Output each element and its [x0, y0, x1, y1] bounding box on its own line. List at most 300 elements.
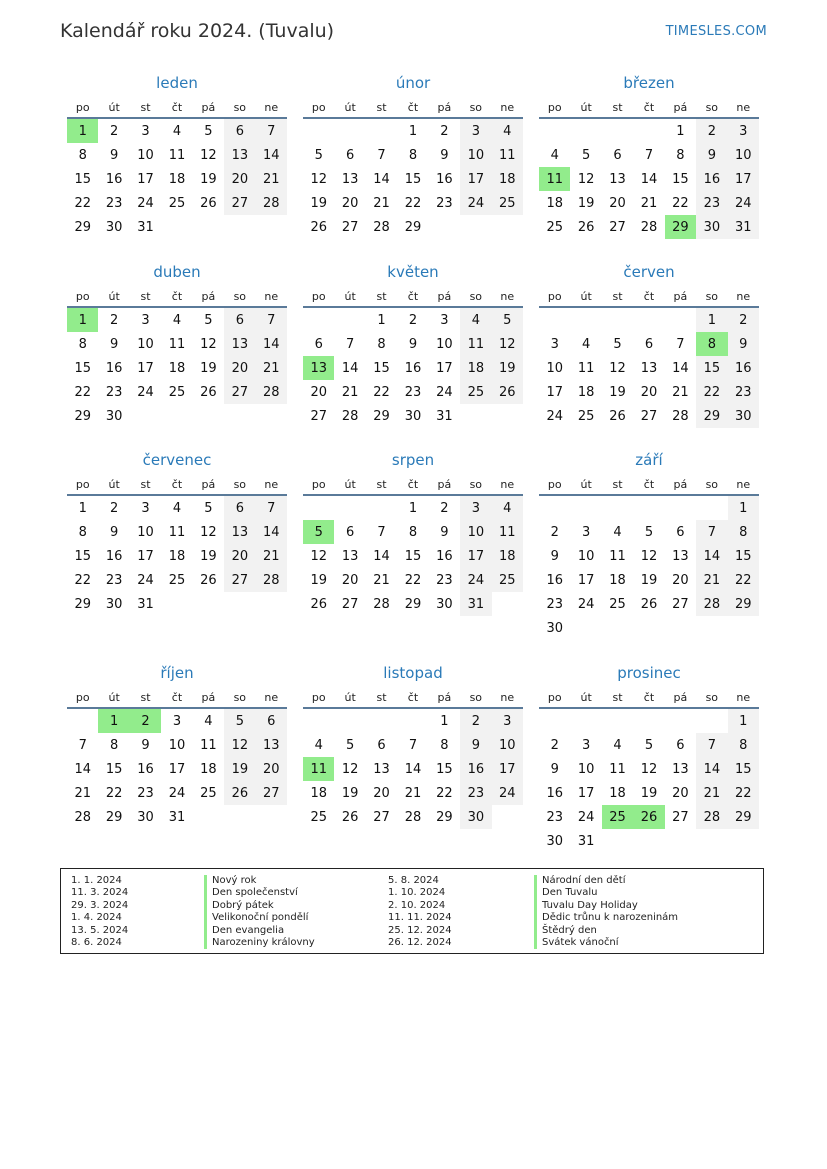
- day-cell[interactable]: 30: [105, 219, 123, 235]
- day-cell[interactable]: 4: [492, 119, 523, 143]
- day-cell[interactable]: 20: [224, 544, 255, 568]
- day-cell[interactable]: 16: [436, 171, 453, 187]
- day-cell[interactable]: 16: [404, 360, 422, 376]
- day-cell[interactable]: 28: [640, 219, 658, 235]
- day-cell[interactable]: 28: [373, 596, 390, 612]
- day-cell[interactable]: 26: [492, 380, 523, 404]
- day-cell[interactable]: 3: [550, 336, 559, 352]
- day-cell[interactable]: 1: [440, 713, 449, 729]
- day-cell[interactable]: 13: [341, 171, 359, 187]
- day-cell[interactable]: 29: [74, 408, 91, 424]
- day-cell[interactable]: 31: [577, 833, 595, 849]
- day-cell[interactable]: 31: [436, 408, 453, 424]
- day-cell[interactable]: 9: [408, 336, 418, 352]
- day-cell[interactable]: 28: [373, 219, 390, 235]
- day-cell[interactable]: 18: [577, 384, 595, 400]
- day-cell[interactable]: 23: [546, 596, 563, 612]
- day-cell[interactable]: 6: [224, 119, 255, 143]
- day-cell[interactable]: 30: [137, 809, 154, 825]
- day-cell[interactable]: 26: [310, 596, 327, 612]
- day-cell[interactable]: 3: [460, 496, 491, 520]
- day-cell[interactable]: 8: [78, 336, 87, 352]
- day-cell[interactable]: 18: [168, 171, 186, 187]
- day-cell[interactable]: 12: [200, 336, 217, 352]
- day-cell[interactable]: 4: [172, 312, 182, 328]
- day-cell[interactable]: 23: [436, 572, 453, 588]
- day-cell[interactable]: 30: [696, 215, 727, 239]
- day-cell[interactable]: 16: [728, 356, 759, 380]
- day-cell[interactable]: 8: [440, 737, 449, 753]
- day-cell[interactable]: 3: [492, 709, 523, 733]
- day-cell[interactable]: 15: [404, 548, 422, 564]
- day-cell[interactable]: 15: [696, 356, 727, 380]
- day-cell[interactable]: 4: [613, 737, 622, 753]
- day-cell[interactable]: 26: [341, 809, 359, 825]
- day-cell[interactable]: 15: [404, 171, 422, 187]
- day-cell[interactable]: 21: [640, 195, 658, 211]
- day-cell[interactable]: 29: [728, 592, 759, 616]
- day-cell[interactable]: 15: [672, 171, 689, 187]
- day-cell[interactable]: 30: [546, 833, 563, 849]
- day-cell[interactable]: 14: [256, 520, 287, 544]
- day-cell[interactable]: 7: [256, 496, 287, 520]
- day-cell[interactable]: 19: [492, 356, 523, 380]
- day-cell[interactable]: 6: [345, 524, 355, 540]
- day-cell[interactable]: 20: [341, 195, 359, 211]
- day-cell[interactable]: 13: [224, 143, 255, 167]
- day-cell[interactable]: 14: [373, 171, 390, 187]
- day-cell[interactable]: 21: [373, 195, 390, 211]
- day-cell[interactable]: 19: [341, 785, 359, 801]
- day-cell[interactable]: 13: [303, 356, 334, 380]
- day-cell[interactable]: 5: [492, 308, 523, 332]
- day-cell[interactable]: 6: [256, 709, 287, 733]
- day-cell[interactable]: 2: [460, 709, 491, 733]
- day-cell[interactable]: 23: [137, 785, 154, 801]
- day-cell[interactable]: 10: [577, 548, 595, 564]
- day-cell[interactable]: 13: [224, 332, 255, 356]
- day-cell[interactable]: 23: [546, 809, 563, 825]
- day-cell[interactable]: 5: [204, 312, 213, 328]
- day-cell[interactable]: 14: [696, 544, 727, 568]
- day-cell[interactable]: 1: [728, 709, 759, 733]
- day-cell[interactable]: 5: [613, 336, 622, 352]
- day-cell[interactable]: 6: [345, 147, 355, 163]
- day-cell[interactable]: 29: [404, 596, 422, 612]
- day-cell[interactable]: 22: [74, 195, 91, 211]
- day-cell[interactable]: 7: [408, 737, 418, 753]
- day-cell[interactable]: 21: [256, 167, 287, 191]
- day-cell[interactable]: 6: [377, 737, 386, 753]
- day-cell[interactable]: 5: [204, 123, 213, 139]
- day-cell[interactable]: 17: [460, 544, 491, 568]
- day-cell[interactable]: 21: [672, 384, 689, 400]
- day-cell[interactable]: 17: [728, 167, 759, 191]
- day-cell[interactable]: 16: [696, 167, 727, 191]
- day-cell[interactable]: 12: [200, 524, 217, 540]
- day-cell[interactable]: 12: [640, 761, 658, 777]
- day-cell[interactable]: 19: [640, 785, 658, 801]
- day-cell[interactable]: 3: [460, 119, 491, 143]
- day-cell[interactable]: 13: [672, 548, 689, 564]
- day-cell[interactable]: 2: [550, 737, 559, 753]
- day-cell[interactable]: 25: [546, 219, 563, 235]
- day-cell[interactable]: 1: [676, 123, 685, 139]
- day-cell[interactable]: 31: [168, 809, 186, 825]
- day-cell[interactable]: 28: [696, 805, 727, 829]
- day-cell[interactable]: 24: [137, 195, 154, 211]
- day-cell[interactable]: 21: [373, 572, 390, 588]
- day-cell[interactable]: 9: [109, 524, 119, 540]
- day-cell[interactable]: 22: [373, 384, 390, 400]
- day-cell[interactable]: 9: [109, 336, 119, 352]
- day-cell[interactable]: 10: [492, 733, 523, 757]
- day-cell[interactable]: 7: [256, 119, 287, 143]
- day-cell[interactable]: 18: [492, 167, 523, 191]
- day-cell[interactable]: 27: [310, 408, 327, 424]
- day-cell[interactable]: 10: [728, 143, 759, 167]
- day-cell[interactable]: 15: [373, 360, 390, 376]
- day-cell[interactable]: 25: [492, 191, 523, 215]
- day-cell[interactable]: 3: [581, 524, 591, 540]
- day-cell[interactable]: 6: [676, 524, 685, 540]
- day-cell[interactable]: 11: [492, 520, 523, 544]
- day-cell[interactable]: 2: [440, 123, 449, 139]
- day-cell[interactable]: 23: [105, 384, 123, 400]
- day-cell[interactable]: 18: [609, 572, 626, 588]
- day-cell[interactable]: 12: [224, 733, 255, 757]
- day-cell[interactable]: 10: [546, 360, 563, 376]
- day-cell[interactable]: 4: [172, 123, 182, 139]
- day-cell[interactable]: 29: [728, 805, 759, 829]
- day-cell[interactable]: 11: [609, 548, 626, 564]
- day-cell[interactable]: 5: [644, 737, 654, 753]
- day-cell[interactable]: 7: [676, 336, 685, 352]
- day-cell[interactable]: 30: [546, 620, 563, 636]
- day-cell[interactable]: 3: [141, 312, 150, 328]
- day-cell[interactable]: 5: [204, 500, 213, 516]
- day-cell[interactable]: 15: [728, 757, 759, 781]
- day-cell[interactable]: 14: [74, 761, 91, 777]
- day-cell[interactable]: 6: [224, 496, 255, 520]
- day-cell[interactable]: 6: [644, 336, 654, 352]
- day-cell[interactable]: 24: [436, 384, 453, 400]
- day-cell[interactable]: 7: [78, 737, 87, 753]
- day-cell[interactable]: 9: [550, 761, 559, 777]
- day-cell[interactable]: 22: [105, 785, 123, 801]
- day-cell[interactable]: 19: [577, 195, 595, 211]
- day-cell[interactable]: 18: [492, 544, 523, 568]
- day-cell[interactable]: 29: [74, 596, 91, 612]
- day-cell[interactable]: 16: [137, 761, 154, 777]
- day-cell[interactable]: 8: [109, 737, 119, 753]
- day-cell[interactable]: 30: [460, 805, 491, 829]
- day-cell[interactable]: 10: [168, 737, 186, 753]
- day-cell[interactable]: 21: [696, 568, 727, 592]
- day-cell[interactable]: 29: [105, 809, 123, 825]
- day-cell[interactable]: 30: [105, 408, 123, 424]
- day-cell[interactable]: 25: [577, 408, 595, 424]
- day-cell[interactable]: 13: [672, 761, 689, 777]
- day-cell[interactable]: 20: [224, 167, 255, 191]
- day-cell[interactable]: 9: [550, 548, 559, 564]
- day-cell[interactable]: 9: [696, 143, 727, 167]
- day-cell[interactable]: 9: [728, 332, 759, 356]
- day-cell[interactable]: 29: [436, 809, 453, 825]
- day-cell[interactable]: 1: [408, 500, 418, 516]
- day-cell[interactable]: 27: [672, 809, 689, 825]
- day-cell[interactable]: 22: [74, 384, 91, 400]
- day-cell[interactable]: 5: [581, 147, 591, 163]
- day-cell[interactable]: 7: [696, 733, 727, 757]
- day-cell[interactable]: 17: [546, 384, 563, 400]
- day-cell[interactable]: 22: [728, 781, 759, 805]
- day-cell[interactable]: 12: [310, 548, 327, 564]
- day-cell[interactable]: 13: [373, 761, 390, 777]
- day-cell[interactable]: 5: [345, 737, 355, 753]
- day-cell[interactable]: 18: [460, 356, 491, 380]
- day-cell[interactable]: 24: [492, 781, 523, 805]
- day-cell[interactable]: 3: [581, 737, 591, 753]
- day-cell[interactable]: 12: [341, 761, 359, 777]
- day-cell[interactable]: 26: [633, 805, 664, 829]
- day-cell[interactable]: 8: [78, 524, 87, 540]
- day-cell[interactable]: 10: [436, 336, 453, 352]
- day-cell[interactable]: 1: [728, 496, 759, 520]
- day-cell[interactable]: 24: [460, 191, 491, 215]
- day-cell[interactable]: 28: [256, 191, 287, 215]
- day-cell[interactable]: 15: [74, 548, 91, 564]
- day-cell[interactable]: 21: [341, 384, 359, 400]
- day-cell[interactable]: 23: [105, 195, 123, 211]
- day-cell[interactable]: 25: [492, 568, 523, 592]
- day-cell[interactable]: 1: [78, 500, 87, 516]
- day-cell[interactable]: 24: [728, 191, 759, 215]
- day-cell[interactable]: 25: [168, 572, 186, 588]
- day-cell[interactable]: 11: [539, 167, 570, 191]
- day-cell[interactable]: 7: [345, 336, 355, 352]
- day-cell[interactable]: 11: [492, 143, 523, 167]
- day-cell[interactable]: 27: [672, 596, 689, 612]
- day-cell[interactable]: 13: [609, 171, 626, 187]
- day-cell[interactable]: 26: [577, 219, 595, 235]
- day-cell[interactable]: 11: [609, 761, 626, 777]
- day-cell[interactable]: 16: [436, 548, 453, 564]
- day-cell[interactable]: 18: [546, 195, 563, 211]
- day-cell[interactable]: 28: [696, 592, 727, 616]
- day-cell[interactable]: 24: [137, 572, 154, 588]
- day-cell[interactable]: 26: [224, 781, 255, 805]
- day-cell[interactable]: 5: [303, 520, 334, 544]
- day-cell[interactable]: 19: [200, 171, 217, 187]
- day-cell[interactable]: 10: [137, 336, 154, 352]
- day-cell[interactable]: 24: [460, 568, 491, 592]
- day-cell[interactable]: 2: [550, 524, 559, 540]
- day-cell[interactable]: 25: [310, 809, 327, 825]
- day-cell[interactable]: 7: [377, 524, 386, 540]
- day-cell[interactable]: 29: [404, 219, 422, 235]
- day-cell[interactable]: 5: [314, 147, 323, 163]
- day-cell[interactable]: 1: [377, 312, 386, 328]
- day-cell[interactable]: 5: [644, 524, 654, 540]
- day-cell[interactable]: 19: [310, 195, 327, 211]
- day-cell[interactable]: 28: [256, 380, 287, 404]
- day-cell[interactable]: 20: [310, 384, 327, 400]
- day-cell[interactable]: 20: [672, 785, 689, 801]
- day-cell[interactable]: 23: [436, 195, 453, 211]
- day-cell[interactable]: 20: [256, 757, 287, 781]
- day-cell[interactable]: 9: [440, 147, 449, 163]
- day-cell[interactable]: 3: [440, 312, 449, 328]
- day-cell[interactable]: 12: [492, 332, 523, 356]
- day-cell[interactable]: 31: [137, 219, 154, 235]
- day-cell[interactable]: 17: [436, 360, 453, 376]
- day-cell[interactable]: 16: [105, 360, 123, 376]
- day-cell[interactable]: 14: [341, 360, 359, 376]
- day-cell[interactable]: 17: [492, 757, 523, 781]
- day-cell[interactable]: 7: [696, 520, 727, 544]
- day-cell[interactable]: 22: [404, 195, 422, 211]
- day-cell[interactable]: 27: [224, 191, 255, 215]
- day-cell[interactable]: 11: [577, 360, 595, 376]
- day-cell[interactable]: 9: [440, 524, 449, 540]
- day-cell[interactable]: 28: [404, 809, 422, 825]
- day-cell[interactable]: 25: [602, 805, 633, 829]
- day-cell[interactable]: 17: [577, 572, 595, 588]
- day-cell[interactable]: 3: [141, 123, 150, 139]
- day-cell[interactable]: 17: [460, 167, 491, 191]
- day-cell[interactable]: 11: [168, 147, 186, 163]
- day-cell[interactable]: 6: [224, 308, 255, 332]
- day-cell[interactable]: 17: [577, 785, 595, 801]
- day-cell[interactable]: 20: [341, 572, 359, 588]
- day-cell[interactable]: 2: [408, 312, 418, 328]
- day-cell[interactable]: 21: [74, 785, 91, 801]
- day-cell[interactable]: 26: [310, 219, 327, 235]
- day-cell[interactable]: 15: [436, 761, 453, 777]
- day-cell[interactable]: 29: [74, 219, 91, 235]
- day-cell[interactable]: 22: [74, 572, 91, 588]
- day-cell[interactable]: 21: [256, 356, 287, 380]
- day-cell[interactable]: 22: [672, 195, 689, 211]
- day-cell[interactable]: 20: [373, 785, 390, 801]
- day-cell[interactable]: 24: [577, 809, 595, 825]
- day-cell[interactable]: 4: [460, 308, 491, 332]
- day-cell[interactable]: 4: [613, 524, 622, 540]
- day-cell[interactable]: 20: [640, 384, 658, 400]
- day-cell[interactable]: 10: [460, 143, 491, 167]
- day-cell[interactable]: 7: [644, 147, 654, 163]
- day-cell[interactable]: 2: [109, 500, 119, 516]
- day-cell[interactable]: 10: [137, 524, 154, 540]
- day-cell[interactable]: 11: [168, 336, 186, 352]
- day-cell[interactable]: 19: [609, 384, 626, 400]
- day-cell[interactable]: 28: [672, 408, 689, 424]
- day-cell[interactable]: 30: [436, 596, 453, 612]
- day-cell[interactable]: 15: [105, 761, 123, 777]
- day-cell[interactable]: 27: [256, 781, 287, 805]
- day-cell[interactable]: 28: [256, 568, 287, 592]
- day-cell[interactable]: 4: [581, 336, 591, 352]
- day-cell[interactable]: 13: [224, 520, 255, 544]
- day-cell[interactable]: 19: [640, 572, 658, 588]
- day-cell[interactable]: 16: [105, 548, 123, 564]
- day-cell[interactable]: 26: [640, 596, 658, 612]
- day-cell[interactable]: 1: [696, 308, 727, 332]
- day-cell[interactable]: 13: [341, 548, 359, 564]
- day-cell[interactable]: 19: [224, 757, 255, 781]
- day-cell[interactable]: 31: [460, 592, 491, 616]
- day-cell[interactable]: 8: [676, 147, 685, 163]
- day-cell[interactable]: 27: [609, 219, 626, 235]
- day-cell[interactable]: 12: [609, 360, 626, 376]
- day-cell[interactable]: 20: [609, 195, 626, 211]
- day-cell[interactable]: 27: [224, 568, 255, 592]
- day-cell[interactable]: 10: [137, 147, 154, 163]
- day-cell[interactable]: 14: [696, 757, 727, 781]
- day-cell[interactable]: 12: [640, 548, 658, 564]
- day-cell[interactable]: 14: [672, 360, 689, 376]
- day-cell[interactable]: 18: [609, 785, 626, 801]
- day-cell[interactable]: 16: [105, 171, 123, 187]
- day-cell[interactable]: 10: [460, 520, 491, 544]
- day-cell[interactable]: 6: [676, 737, 685, 753]
- day-cell[interactable]: 29: [373, 408, 390, 424]
- day-cell[interactable]: 11: [303, 757, 334, 781]
- day-cell[interactable]: 26: [609, 408, 626, 424]
- day-cell[interactable]: 3: [141, 500, 150, 516]
- day-cell[interactable]: 14: [373, 548, 390, 564]
- day-cell[interactable]: 2: [728, 308, 759, 332]
- day-cell[interactable]: 15: [74, 171, 91, 187]
- day-cell[interactable]: 3: [728, 119, 759, 143]
- day-cell[interactable]: 22: [728, 568, 759, 592]
- day-cell[interactable]: 20: [672, 572, 689, 588]
- day-cell[interactable]: 18: [200, 761, 217, 777]
- day-cell[interactable]: 13: [256, 733, 287, 757]
- day-cell[interactable]: 25: [460, 380, 491, 404]
- day-cell[interactable]: 25: [168, 384, 186, 400]
- day-cell[interactable]: 4: [550, 147, 559, 163]
- day-cell[interactable]: 18: [310, 785, 327, 801]
- day-cell[interactable]: 9: [460, 733, 491, 757]
- day-cell[interactable]: 17: [168, 761, 186, 777]
- day-cell[interactable]: 16: [460, 757, 491, 781]
- day-cell[interactable]: 4: [314, 737, 323, 753]
- day-cell[interactable]: 4: [204, 713, 213, 729]
- day-cell[interactable]: 18: [168, 548, 186, 564]
- day-cell[interactable]: 14: [404, 761, 422, 777]
- day-cell[interactable]: 28: [341, 408, 359, 424]
- day-cell[interactable]: 22: [404, 572, 422, 588]
- day-cell[interactable]: 27: [341, 596, 359, 612]
- day-cell[interactable]: 28: [74, 809, 91, 825]
- day-cell[interactable]: 5: [224, 709, 255, 733]
- day-cell[interactable]: 19: [200, 360, 217, 376]
- day-cell[interactable]: 4: [172, 500, 182, 516]
- day-cell[interactable]: 3: [172, 713, 182, 729]
- day-cell[interactable]: 25: [168, 195, 186, 211]
- day-cell[interactable]: 2: [109, 312, 119, 328]
- day-cell[interactable]: 8: [728, 733, 759, 757]
- day-cell[interactable]: 13: [640, 360, 658, 376]
- day-cell[interactable]: 27: [640, 408, 658, 424]
- day-cell[interactable]: 6: [613, 147, 622, 163]
- day-cell[interactable]: 24: [137, 384, 154, 400]
- day-cell[interactable]: 25: [200, 785, 217, 801]
- day-cell[interactable]: 7: [256, 308, 287, 332]
- day-cell[interactable]: 23: [460, 781, 491, 805]
